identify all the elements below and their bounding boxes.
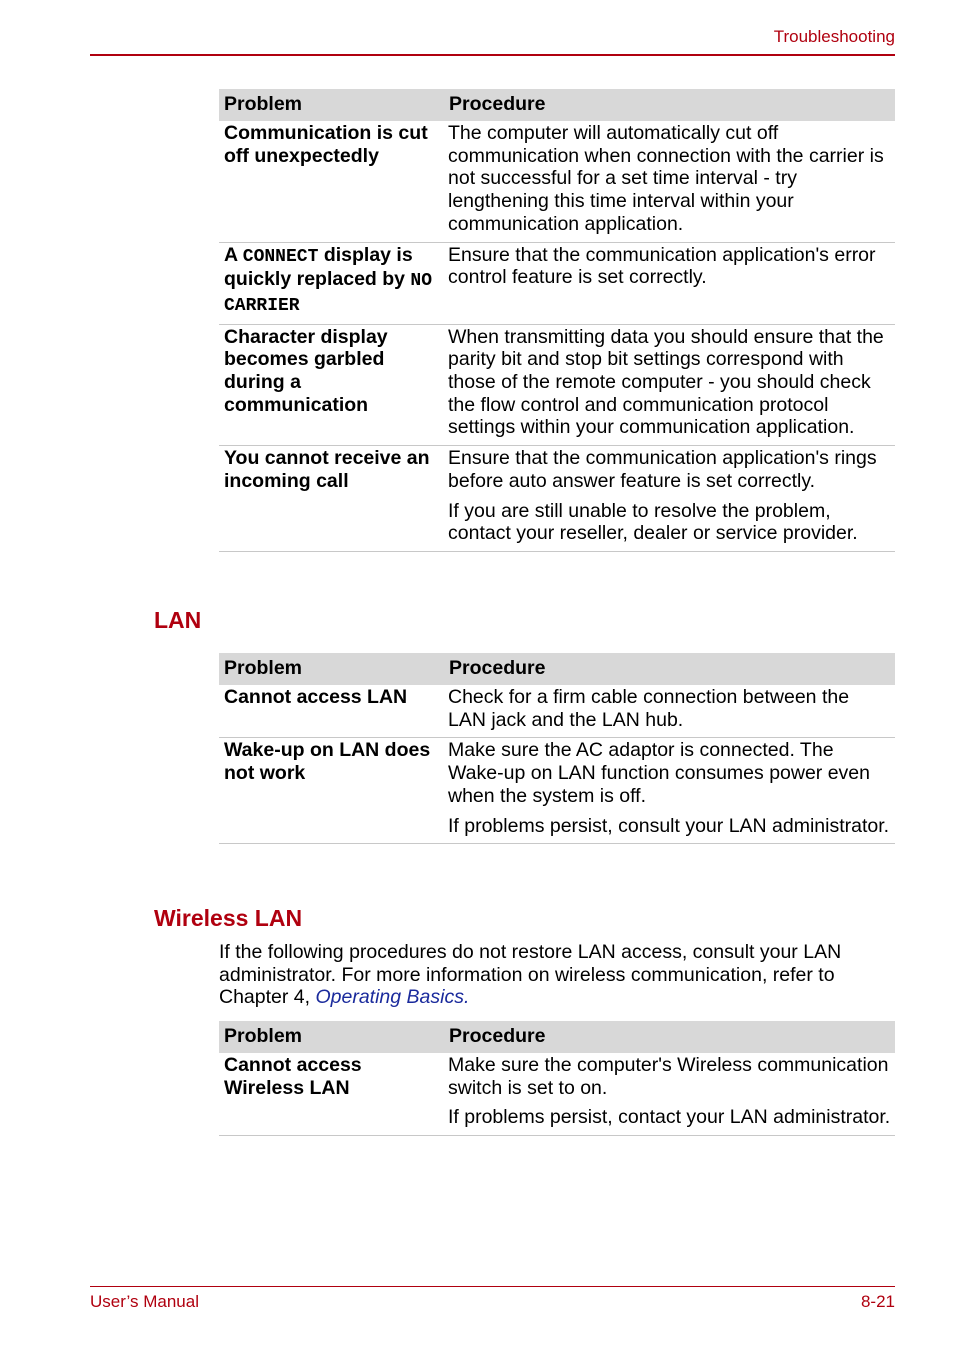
intro-text: If the following procedures do not restore LAN access, consult your LAN administrator. For more information on wireless communication, refer to Chapter 4, [219,941,842,1009]
table-row [219,242,895,324]
procedure-text: If you are still unable to resolve the problem, contact your reseller, dealer or service provider. [448,499,858,545]
procedure-cell [444,446,895,552]
procedure-text: Make sure the AC adaptor is connected. The Wake-up on LAN function consumes power even when the system is off. [448,739,871,807]
procedure-text: The computer will automatically cut off communication when connection with the carrier is not successful for a set time interval - try lengthening this time interval within your communication application. [448,122,884,235]
section-heading-lan: LAN [154,607,202,633]
page-number: 8-21 [860,1292,895,1311]
footer-rule [90,1286,895,1287]
table-row [219,1053,895,1136]
lan-problems-table [219,653,895,844]
header-rule [90,54,895,56]
problem-text: A [224,243,243,266]
footer-manual-title: User’s Manual [90,1292,199,1311]
table-row [219,446,895,552]
column-header-procedure: Procedure [444,653,895,685]
procedure-cell [444,324,895,446]
problem-text: display is quickly replaced by [224,243,413,291]
table-row [219,738,895,844]
section-heading-wireless-lan: Wireless LAN [154,905,303,931]
procedure-text: Ensure that the communication application's error control feature is set correctly. [448,243,876,289]
problem-cell: Cannot access LAN [219,685,444,738]
code-no-carrier: NO CARRIER [224,271,433,316]
code-connect: CONNECT [242,246,319,267]
problem-cell: Cannot access Wireless LAN [219,1053,444,1136]
procedure-text: Ensure that the communication application's rings before auto answer feature is set correctly. [448,447,877,492]
wireless-intro-paragraph [219,941,895,1009]
procedure-cell [444,738,895,844]
problem-cell: You cannot receive an incoming call [219,446,444,552]
column-header-problem: Problem [219,1021,444,1053]
table-row [219,121,895,242]
problem-cell: Wake-up on LAN does not work [219,738,444,844]
problem-cell: Communication is cut off unexpectedly [219,121,444,242]
column-header-procedure: Procedure [444,1021,895,1053]
procedure-text: When transmitting data you should ensure that the parity bit and stop bit settings correspond with those of the remote computer - you should check the flow control and communication protocol settings within your communication application. [448,325,884,439]
wireless-problems-table [219,1021,895,1136]
problem-cell [219,242,444,324]
table-header-row [219,1021,895,1053]
operating-basics-link[interactable]: Operating Basics. [315,986,470,1009]
procedure-text: Make sure the computer's Wireless communication switch is set to on. [448,1054,889,1099]
communication-problems-table [219,89,895,552]
procedure-text: Check for a firm cable connection between the LAN jack and the LAN hub. [448,686,850,731]
column-header-problem: Problem [219,89,444,121]
running-header: Troubleshooting [773,27,895,46]
table-header-row [219,653,895,685]
procedure-text: If problems persist, contact your LAN administrator. [448,1106,891,1129]
problem-cell: Character display becomes garbled during a communication [219,324,444,446]
table-header-row [219,89,895,121]
procedure-cell [444,1053,895,1136]
procedure-cell [444,242,895,324]
procedure-cell [444,685,895,738]
column-header-problem: Problem [219,653,444,685]
table-row [219,685,895,738]
column-header-procedure: Procedure [444,89,895,121]
procedure-text: If problems persist, consult your LAN administrator. [448,814,890,837]
procedure-cell [444,121,895,242]
table-row [219,324,895,446]
